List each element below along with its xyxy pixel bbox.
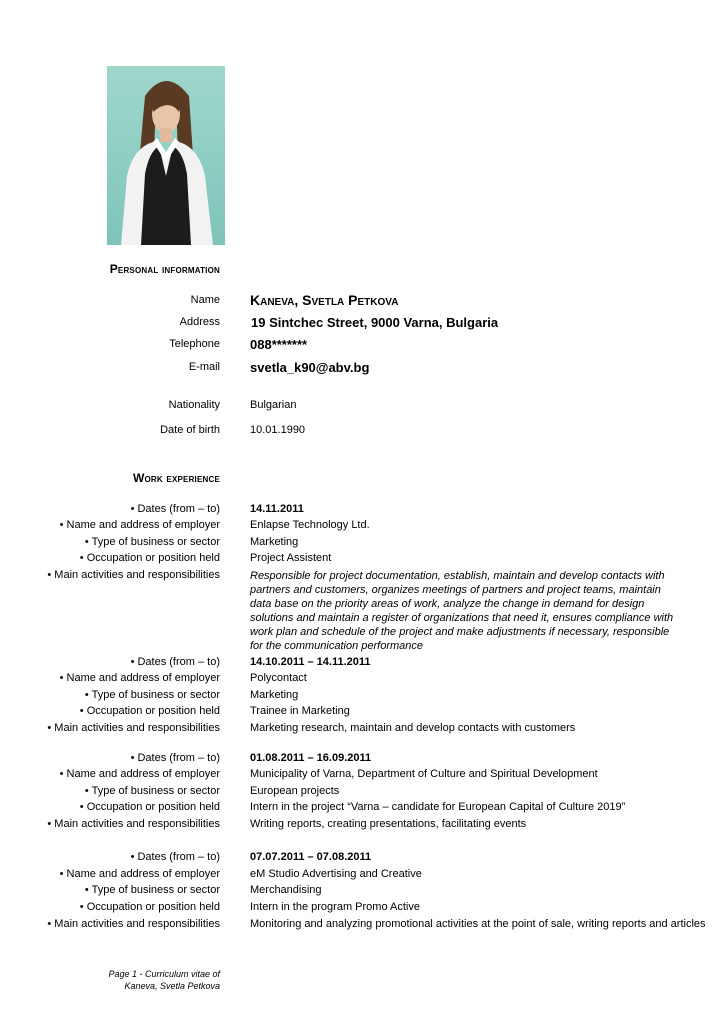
label-occupation: • Occupation or position held <box>79 705 220 717</box>
section-title-work-experience: Work experience <box>132 471 220 485</box>
label-employer: • Name and address of employer <box>59 519 220 531</box>
label-address: Address <box>179 316 220 328</box>
label-dates: • Dates (from – to) <box>130 503 220 515</box>
label-activities: • Main activities and responsibilities <box>47 918 220 930</box>
label-occupation: • Occupation or position held <box>79 552 220 564</box>
entry-dates: 14.11.2011 <box>250 503 304 515</box>
section-title-personal-information: Personal information <box>109 262 220 276</box>
page-footer <box>108 968 220 992</box>
profile-photo <box>107 66 225 245</box>
value-name: Kaneva, Svetla Petkova <box>250 292 399 308</box>
label-activities: • Main activities and responsibilities <box>47 818 220 830</box>
label-employer: • Name and address of employer <box>59 868 220 880</box>
label-telephone: Telephone <box>169 338 220 350</box>
value-date-of-birth: 10.01.1990 <box>250 424 306 436</box>
entry-sector: Marketing <box>250 689 299 701</box>
label-employer: • Name and address of employer <box>59 672 220 684</box>
entry-activities: Marketing research, maintain and develop contacts with customers <box>250 722 576 734</box>
label-sector: • Type of business or sector <box>84 884 220 896</box>
entry-sector: Merchandising <box>250 884 322 896</box>
footer-line-1: Page 1 - Curriculum vitae of <box>108 969 220 979</box>
entry-occupation: Intern in the project “Varna – candidate for European Capital of Culture 2019” <box>250 801 626 813</box>
entry-dates: 07.07.2011 – 07.08.2011 <box>250 851 372 863</box>
entry-dates: 14.10.2011 – 14.11.2011 <box>250 656 371 668</box>
value-email: svetla_k90@abv.bg <box>250 360 370 375</box>
entry-sector: European projects <box>250 785 340 797</box>
label-occupation: • Occupation or position held <box>79 801 220 813</box>
label-date-of-birth: Date of birth <box>160 424 220 436</box>
label-sector: • Type of business or sector <box>84 785 220 797</box>
label-email: E-mail <box>188 361 220 373</box>
label-employer: • Name and address of employer <box>59 768 220 780</box>
entry-activities: Writing reports, creating presentations, facilitating events <box>250 818 527 830</box>
label-occupation: • Occupation or position held <box>79 901 220 913</box>
value-nationality: Bulgarian <box>250 399 297 411</box>
value-address: 19 Sintchec Street, 9000 Varna, Bulgaria <box>251 315 499 330</box>
label-nationality: Nationality <box>168 399 220 411</box>
label-name: Name <box>190 294 220 306</box>
entry-dates: 01.08.2011 – 16.09.2011 <box>250 752 372 764</box>
entry-activities: Responsible for project documentation, establish, maintain and develop contacts with partners and customers, organizes meetings of partners and project teams, maintain data base on the priority areas of work, analyze the change in demand for design solutions and maintain a register of organizations that need it, ensures compliance with work plan and schedule of the project and make adjustments if necessary, responsible for the communication performance <box>250 570 674 652</box>
label-dates: • Dates (from – to) <box>130 851 220 863</box>
entry-employer: Enlapse Technology Ltd. <box>250 519 370 531</box>
label-dates: • Dates (from – to) <box>130 752 220 764</box>
entry-sector: Marketing <box>250 536 299 548</box>
label-activities: • Main activities and responsibilities <box>47 569 220 581</box>
entry-employer: eM Studio Advertising and Creative <box>250 868 422 880</box>
entry-occupation: Intern in the program Promo Active <box>250 901 420 913</box>
entry-activities: Monitoring and analyzing promotional activities at the point of sale, writing reports and articles <box>250 918 706 930</box>
footer-line-2: Kaneva, Svetla Petkova <box>124 981 220 991</box>
label-activities: • Main activities and responsibilities <box>47 722 220 734</box>
entry-employer: Polycontact <box>250 672 307 684</box>
entry-occupation: Project Assistent <box>250 552 332 564</box>
label-dates: • Dates (from – to) <box>130 656 220 668</box>
entry-employer: Municipality of Varna, Department of Culture and Spiritual Development <box>250 768 598 780</box>
label-sector: • Type of business or sector <box>84 536 220 548</box>
value-telephone: 088******* <box>250 337 308 352</box>
label-sector: • Type of business or sector <box>84 689 220 701</box>
entry-occupation: Trainee in Marketing <box>250 705 350 717</box>
